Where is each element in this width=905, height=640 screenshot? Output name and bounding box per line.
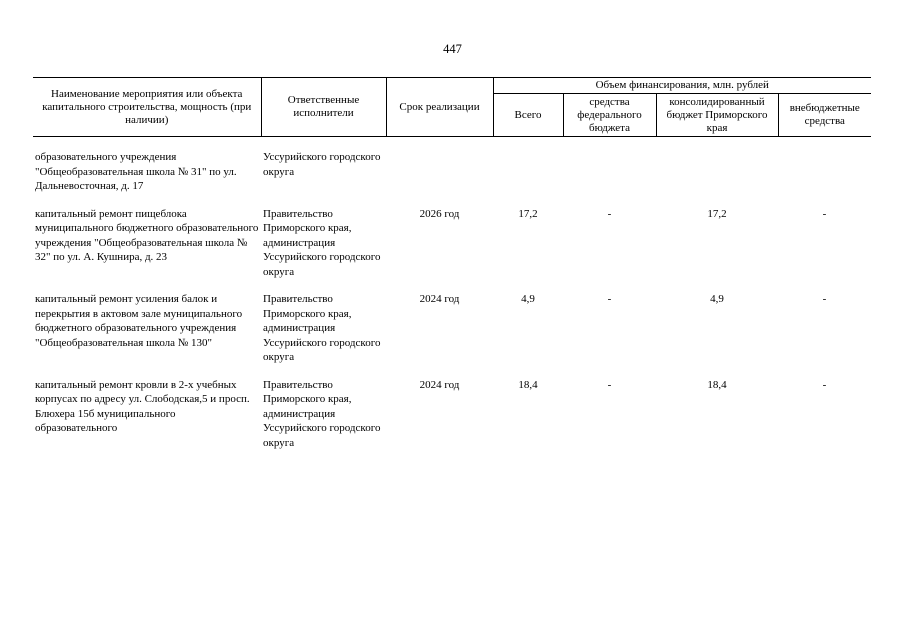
row-federal: -	[607, 293, 612, 305]
row-federal	[563, 150, 656, 194]
table-row	[33, 292, 871, 365]
row-total: 17,2	[518, 207, 538, 220]
spacer	[33, 365, 871, 378]
row-total: 4,9	[521, 293, 535, 305]
table-row	[33, 207, 871, 280]
row-consolidated	[656, 150, 778, 194]
row-period: 2024 год	[419, 293, 460, 305]
row-extrabudget: -	[822, 378, 827, 391]
row-total	[493, 150, 563, 194]
row-total: 18,4	[518, 378, 538, 391]
row-period	[386, 150, 493, 194]
header-federal: средства федерального бюджета	[563, 94, 656, 137]
row-extrabudget: -	[822, 293, 827, 305]
spacer	[33, 137, 871, 151]
spacer	[33, 279, 871, 292]
header-row	[33, 78, 871, 94]
table-row	[33, 150, 871, 194]
row-federal: -	[607, 207, 612, 220]
spacer	[33, 194, 871, 207]
row-extrabudget	[778, 150, 871, 194]
row-responsible: Правительство Приморского края, администрация Уссурийского городского округа	[263, 378, 381, 449]
row-name: образовательного учреждения "Общеобразовательная школа № 31" по ул. Дальневосточная, д. 17	[35, 151, 237, 192]
financing-table	[33, 77, 871, 450]
header-period: Срок реализации	[386, 78, 493, 137]
row-consolidated: 18,4	[707, 378, 727, 391]
header-responsible: Ответственные исполнители	[261, 78, 386, 137]
row-federal: -	[607, 378, 612, 391]
row-period: 2026 год	[419, 207, 460, 220]
row-responsible: Правительство Приморского края, администрация Уссурийского городского округа	[263, 293, 381, 363]
row-consolidated: 17,2	[707, 207, 727, 220]
header-name: Наименование мероприятия или объекта капитального строительства, мощность (при наличии)	[33, 78, 261, 137]
row-name: капитальный ремонт усиления балок и перекрытия в актовом зале муниципального бюджетного образовательного учреждения "Общеобразовательная школа № 130"	[35, 293, 243, 349]
row-responsible: Правительство Приморского края, администрация Уссурийского городского округа	[263, 207, 381, 278]
header-consolidated: консолидированный бюджет Приморского края	[656, 94, 778, 137]
row-extrabudget: -	[822, 207, 827, 220]
row-name: капитальный ремонт кровли в 2-х учебных корпусах по адресу ул. Слободская,5 и просп. Блюхера 15б муниципального образовательного	[35, 378, 250, 434]
row-responsible: Уссурийского городского округа	[263, 151, 381, 178]
page-number: 447	[443, 42, 462, 56]
row-period: 2024 год	[419, 378, 460, 391]
row-name: капитальный ремонт пищеблока муниципального бюджетного образовательного учреждения "Общеобразовательная школа № 32" по ул. А. Кушнира, д. 23	[35, 207, 259, 263]
header-total: Всего	[493, 94, 563, 137]
table-row	[33, 378, 871, 451]
header-extrabudget: внебюджетные средства	[778, 94, 871, 137]
row-consolidated: 4,9	[710, 293, 724, 305]
header-financing: Объем финансирования, млн. рублей	[493, 78, 871, 94]
